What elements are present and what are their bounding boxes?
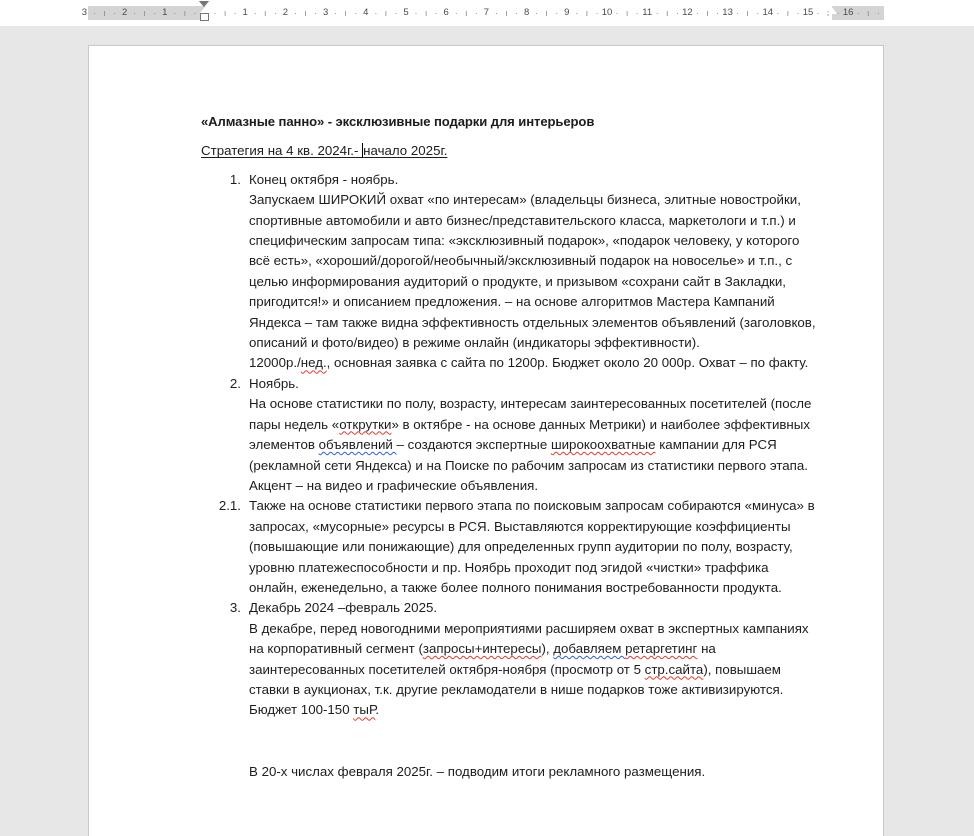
ruler-number-15: 15 (802, 7, 814, 18)
document-body[interactable] (201, 112, 829, 795)
outline-item-line (249, 456, 829, 476)
numbered-outline-list (201, 170, 829, 721)
ruler-minor-tick: · (314, 8, 318, 18)
ruler-minor-tick: · (655, 8, 659, 18)
ruler-minor-tick: · (776, 8, 780, 18)
outline-item-line: пригодится!» и описанием предложения. – на основе алгоритмов Мастера Кампаний (249, 294, 775, 310)
ruler-minor-tick: ı (867, 8, 870, 18)
ruler-number-9: 9 (564, 7, 570, 18)
ruler-minor-tick: · (695, 8, 699, 18)
body-text: В декабре, перед новогодними мероприятиями расширяем охват в экспертных кампаниях (249, 620, 809, 636)
spelling-error-text: стр.сайта (644, 661, 704, 677)
outline-item (201, 598, 829, 720)
grammar-error-text: добавляем (553, 641, 626, 657)
outline-item-line (249, 700, 829, 720)
outline-item-line (249, 435, 829, 455)
body-text: на (697, 641, 716, 657)
left-indent-marker-group[interactable] (200, 1, 211, 25)
ruler-minor-tick: · (796, 8, 800, 18)
ruler-minor-tick: ı (264, 8, 267, 18)
ruler-minor-tick: · (474, 8, 478, 18)
ruler-minor-tick: · (876, 8, 880, 18)
ruler-minor-tick: · (515, 8, 519, 18)
outline-item (201, 170, 829, 374)
ruler-number-11: 11 (642, 7, 653, 18)
spelling-error-text: нед. (300, 355, 327, 371)
ruler-minor-tick: · (756, 8, 760, 18)
body-text: пары недель « (249, 416, 340, 432)
spelling-error-text: ретаргетинг (625, 641, 698, 657)
blank-line-spacer (201, 721, 829, 741)
ruler-minor-tick: ı (424, 8, 428, 18)
ruler-minor-tick: · (555, 8, 559, 18)
body-text: » в октябре - на основе данных Метрики) и наиболее эффективных (391, 416, 810, 432)
ruler-number-minus-3: 3 (81, 7, 88, 18)
ruler-minor-tick: · (675, 8, 679, 18)
spelling-error-text: широкоохватные (550, 437, 656, 453)
ruler-minor-tick: · (816, 8, 820, 18)
outline-item-number: 3. (229, 600, 241, 616)
ruler-number-5: 5 (403, 7, 409, 18)
outline-item-line (249, 476, 829, 496)
document-subtitle (201, 141, 447, 161)
ruler-number-14: 14 (762, 7, 774, 18)
ruler-minor-tick: · (575, 8, 579, 18)
outline-item-line (249, 639, 829, 659)
ruler-minor-tick: ı (223, 8, 227, 18)
ruler-minor-tick: ı (746, 8, 749, 18)
outline-item-line: спортивные автомобили и авто бизнес/представительского класса, маркетологи и т.п.) и (249, 212, 796, 228)
ruler-minor-tick: · (615, 8, 619, 18)
outline-item (201, 496, 829, 598)
ruler-minor-tick: ı (344, 8, 347, 18)
ruler-minor-tick: ı (103, 8, 106, 18)
ruler-minor-tick: · (535, 8, 539, 18)
ruler-minor-tick: · (434, 8, 438, 18)
ruler-minor-tick: · (595, 8, 599, 18)
ruler-minor-tick: · (494, 8, 498, 18)
outline-item-line: Запускаем ШИРОКИЙ охват «по интересам» (владельцы бизнеса, элитные новостройки, (249, 192, 801, 208)
ruler-minor-tick: · (414, 8, 418, 18)
ruler-minor-tick: · (253, 8, 257, 18)
outline-item-line (249, 660, 829, 680)
ruler-minor-tick: ı (585, 8, 589, 18)
ruler-minor-tick: · (836, 8, 840, 18)
document-canvas[interactable] (0, 26, 974, 836)
ruler-minor-tick: · (716, 8, 720, 18)
body-text: ставки в аукционах, т.к. другие рекламодатели в нише подарков тоже активизируются. (249, 681, 784, 697)
outline-item-line: всё есть», «хороший/дорогой/необычный/эксклюзивный подарок на новоселье» и т.п., с (249, 253, 793, 269)
ruler-minor-tick: · (213, 8, 217, 18)
outline-item-line: описаний и фото/видео) в режиме онлайн (индикаторы эффективности). (249, 335, 700, 351)
body-text: запросах, «мусорные» ресурсы в РСЯ. Выставляются корректирующие коэффициенты (249, 518, 791, 534)
outline-item-line (249, 415, 829, 435)
ruler-minor-tick: · (173, 8, 177, 18)
ruler-number-13: 13 (722, 7, 733, 18)
body-text: Акцент – на видео и графические объявления. (249, 477, 539, 493)
ruler-minor-tick: ı (505, 8, 508, 18)
outline-item-number: 2. (229, 375, 241, 391)
ruler-minor-tick: · (354, 8, 358, 18)
left-indent-icon[interactable] (200, 13, 209, 21)
ruler-minor-tick: · (334, 8, 338, 18)
ruler-minor-tick: · (293, 8, 297, 18)
body-text: элементов (249, 437, 319, 453)
body-text: (повышающие или понижающие) для определенных групп аудитории по полу, возрасту, (249, 539, 793, 555)
closing-paragraph: В 20-х числах февраля 2025г. – подводим итоги рекламного размещения. (249, 763, 706, 779)
body-text: уровню платежеспособности и пр. Ноябрь проходит под эгидой «чистки» траффика (249, 559, 769, 575)
horizontal-ruler[interactable] (0, 0, 974, 26)
ruler-minor-tick: · (233, 8, 237, 18)
ruler-number-8: 8 (523, 7, 530, 18)
outline-item-number: 2.1. (218, 498, 241, 514)
body-text: – создаются экспертные (396, 437, 551, 453)
ruler-minor-tick: ı (465, 8, 468, 18)
outline-item-heading: Ноябрь. (249, 375, 299, 391)
ruler-minor-tick: · (856, 8, 860, 18)
outline-item-line (249, 496, 829, 516)
ruler-minor-tick: · (374, 8, 378, 18)
subtitle-before-caret: Стратегия на 4 кв. 2024г.- (201, 143, 363, 159)
ruler-number-10: 10 (601, 7, 613, 18)
right-indent-marker[interactable] (827, 7, 838, 15)
outline-item-line (249, 680, 829, 700)
outline-item-line (249, 537, 829, 557)
ruler-minor-tick: · (133, 8, 137, 18)
outline-item-line (249, 558, 829, 578)
ruler-minor-tick: · (113, 8, 117, 18)
ruler-number-1: 1 (242, 7, 248, 18)
document-page[interactable] (88, 45, 884, 836)
grammar-error-text: объявлений (318, 437, 397, 453)
ruler-minor-tick: · (454, 8, 458, 18)
ruler-minor-tick: ı (786, 8, 790, 18)
outline-item-heading: Конец октября - ноябрь. (249, 171, 399, 187)
outline-item (201, 374, 829, 496)
body-text: ), повышаем (703, 661, 781, 677)
body-text: На основе статистики по полу, возрасту, интересам заинтересованных посетителей (после (249, 396, 812, 412)
spelling-error-text: открутки (339, 416, 392, 432)
ruler-minor-tick: · (153, 8, 157, 18)
body-text: ), (541, 641, 554, 657)
ruler-minor-tick: · (92, 8, 96, 18)
ruler-minor-tick: ı (666, 8, 669, 18)
ruler-minor-tick: · (635, 8, 639, 18)
ruler-minor-tick: ı (625, 8, 629, 18)
ruler-minor-tick: · (273, 8, 277, 18)
ruler-number-3: 3 (322, 7, 329, 18)
ruler-minor-tick: ı (826, 8, 830, 18)
body-text: на корпоративный сегмент ( (249, 641, 423, 657)
outline-item-line (249, 619, 829, 639)
outline-item-line (249, 517, 829, 537)
ruler-number-2: 2 (282, 7, 289, 18)
outline-item-heading: Декабрь 2024 –февраль 2025. (249, 600, 438, 616)
body-text: . (375, 702, 380, 718)
ruler-number-7: 7 (483, 7, 490, 18)
ruler-minor-tick: · (394, 8, 398, 18)
body-text: , основная заявка с сайта по 1200р. Бюджет около 20 000р. Охват – по факту. (326, 355, 809, 371)
body-text: 12000р./ (249, 355, 301, 371)
body-text: (рекламной сети Яндекса) и на Поиске по рабочим запросам из статистики первого этапа. (249, 457, 808, 473)
ruler-number-12: 12 (682, 7, 693, 18)
body-text: заинтересованных посетителей октября-ноября (просмотр от 5 (249, 661, 645, 677)
right-indent-icon[interactable] (827, 7, 837, 14)
ruler-minor-tick: · (193, 8, 197, 18)
outline-item-line (249, 394, 829, 414)
ruler-minor-tick: ı (304, 8, 307, 18)
ruler-minor-tick: ı (143, 8, 146, 18)
outline-item-line: целью информирования аудиторий о продукте, и призывом «сохрани сайт в Закладки, (249, 273, 786, 289)
body-text: Также на основе статистики первого этапа по поисковым запросам собираются «минуса» в (249, 498, 815, 514)
ruler-number-6: 6 (443, 7, 449, 18)
outline-item-number: 1. (229, 171, 241, 187)
ruler-minor-tick: · (736, 8, 740, 18)
ruler-number-minus-1: 1 (162, 7, 168, 18)
ruler-number-minus-2: 2 (121, 7, 128, 18)
spelling-error-text: тыР (353, 702, 376, 718)
spelling-error-text: запросы+интересы (422, 641, 542, 657)
ruler-number-16: 16 (842, 7, 854, 18)
ruler-minor-tick: ı (706, 8, 709, 18)
body-text: онлайн, еженедельно, а также более полного понимания востребованности продукта. (249, 579, 782, 595)
outline-item-line (249, 353, 829, 373)
body-text: кампании для РСЯ (655, 437, 777, 453)
ruler-minor-tick: ı (545, 8, 548, 18)
body-text: Бюджет 100-150 (249, 702, 354, 718)
outline-item-line: специфическим запросам типа: «эксклюзивный подарок», «подарок человеку, у которого (249, 233, 800, 249)
outline-item-line (249, 578, 829, 598)
ruler-minor-tick: ı (183, 8, 187, 18)
page-title: «Алмазные панно» - эксклюзивные подарки для интерьеров (201, 114, 595, 129)
ruler-number-4: 4 (363, 7, 369, 18)
subtitle-after-caret: начало 2025г. (363, 143, 448, 159)
outline-item-line: Яндекса – там также видна эффективность отдельных элементов объявлений (заголовков, (249, 314, 816, 330)
ruler-minor-tick: ı (384, 8, 388, 18)
